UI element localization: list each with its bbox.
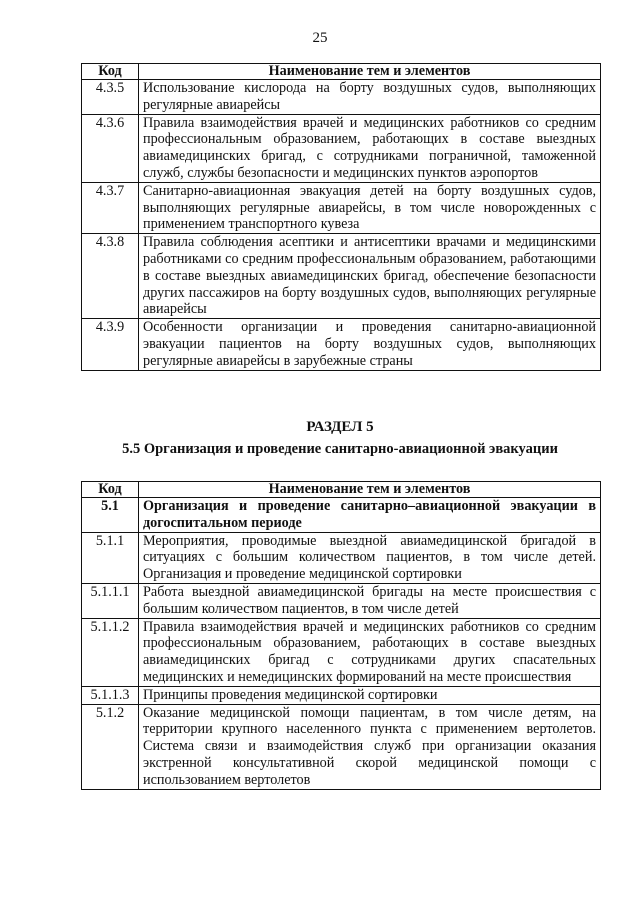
table-row — [82, 234, 601, 319]
table-row — [82, 686, 601, 704]
section-subtitle: 5.5 Организация и проведение санитарно-авиационной эвакуации — [122, 441, 558, 457]
table-row — [82, 182, 601, 233]
table-row — [82, 80, 601, 115]
table-row — [82, 618, 601, 686]
row-topic-name: Работа выездной авиамедицинской бригады на месте происшествия с большим количеством пациентов, в том числе детей — [139, 583, 601, 618]
row-topic-name: Оказание медицинской помощи пациентам, в том числе детям, на территории крупного населенного пункта с применением вертолетов. Система связи и взаимодействия служб при организации оказания экстренной консультативной скорой медицинской помощи с использованием вертолетов — [139, 704, 601, 789]
topics-table-section-4 — [81, 63, 601, 371]
row-code: 4.3.5 — [82, 80, 139, 115]
row-topic-name: Организация и проведение санитарно–авиационной эвакуации в догоспитальном периоде — [139, 498, 601, 533]
row-topic-name: Особенности организации и проведения санитарно-авиационной эвакуации пациентов на борту воздушных судов, выполняющих регулярные авиарейсы в зарубежные страны — [139, 319, 601, 370]
row-code: 4.3.9 — [82, 319, 139, 370]
page-number: 25 — [312, 30, 328, 46]
row-code: 4.3.7 — [82, 182, 139, 233]
table-row — [82, 532, 601, 583]
row-topic-name: Правила взаимодействия врачей и медицинских работников со средним профессиональным образованием, работающих в составе выездных авиамедицинских бригад, с сотрудниками пограничной, таможенной служб, службы безопасности и медицинских пунктов аэропортов — [139, 114, 601, 182]
row-topic-name: Использование кислорода на борту воздушных судов, выполняющих регулярные авиарейсы — [139, 80, 601, 115]
row-topic-name: Мероприятия, проводимые выездной авиамедицинской бригадой в ситуациях с большим количеством пациентов, в том числе детей. Организация и проведение медицинской сортировки — [139, 532, 601, 583]
column-header-code: Код — [82, 64, 139, 80]
section-title: РАЗДЕЛ 5 — [306, 419, 374, 435]
row-code: 4.3.8 — [82, 234, 139, 319]
row-code: 5.1.1.1 — [82, 583, 139, 618]
row-code: 5.1.2 — [82, 704, 139, 789]
column-header-name: Наименование тем и элементов — [139, 482, 601, 498]
table-row — [82, 498, 601, 533]
table-row — [82, 319, 601, 370]
row-topic-name: Правила соблюдения асептики и антисептики врачами и медицинскими работниками со средним профессиональным образованием, работающими в составе выездных авиамедицинских бригад, обеспечение безопасности других пассажиров на борту воздушных судов, выполняющих регулярные авиарейсы — [139, 234, 601, 319]
column-header-code: Код — [82, 482, 139, 498]
table-row — [82, 114, 601, 182]
row-topic-name: Санитарно-авиационная эвакуация детей на борту воздушных судов, выполняющих регулярные авиарейсы, в том числе новорожденных с применением транспортного кувеза — [139, 182, 601, 233]
table-row — [82, 704, 601, 789]
table-header-row — [82, 482, 601, 498]
row-code: 5.1.1 — [82, 532, 139, 583]
row-code: 4.3.6 — [82, 114, 139, 182]
row-code: 5.1.1.3 — [82, 686, 139, 704]
row-code: 5.1.1.2 — [82, 618, 139, 686]
table-row — [82, 583, 601, 618]
row-topic-name: Правила взаимодействия врачей и медицинских работников со средним профессиональным образованием, работающих в составе выездных авиамедицинских бригад с сотрудниками других спасательных медицинских и немедицинских формирований на месте происшествия — [139, 618, 601, 686]
table-header-row — [82, 64, 601, 80]
column-header-name: Наименование тем и элементов — [139, 64, 601, 80]
topics-table-section-5 — [81, 481, 601, 790]
row-code: 5.1 — [82, 498, 139, 533]
row-topic-name: Принципы проведения медицинской сортировки — [139, 686, 601, 704]
